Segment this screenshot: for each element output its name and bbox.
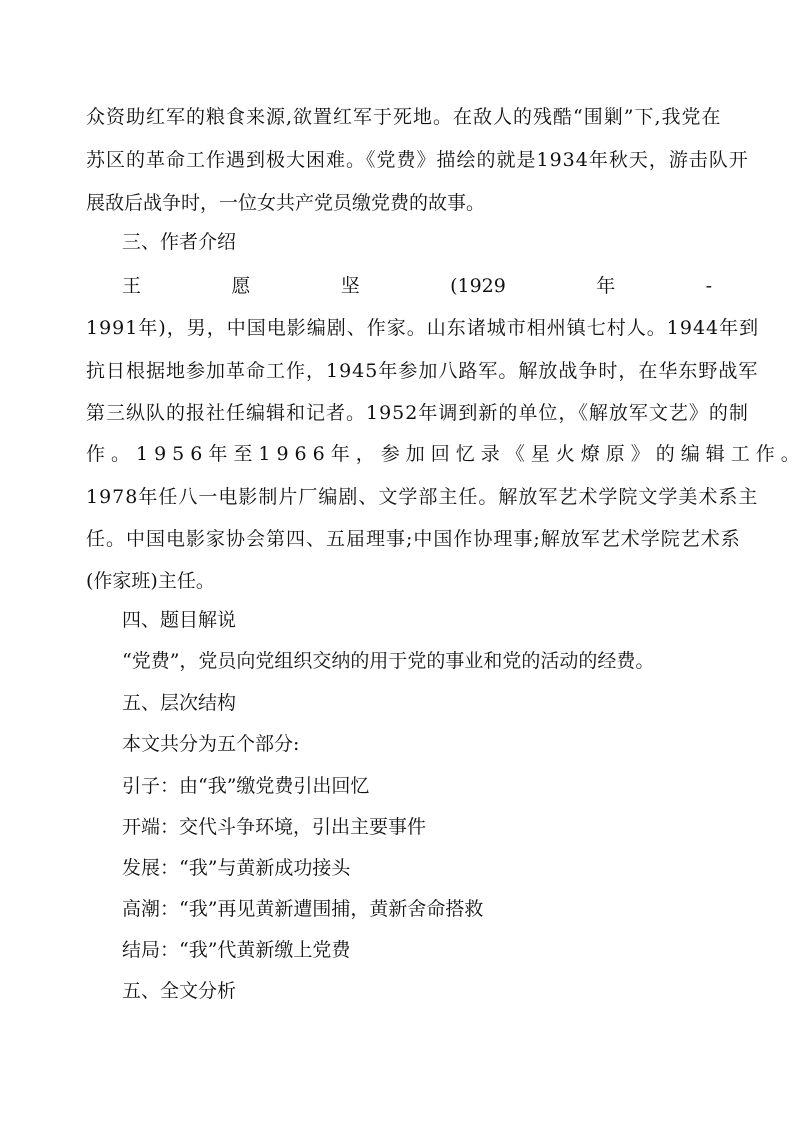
section-heading-title: 四、题目解说 <box>122 609 237 631</box>
author-paragraph-line: 第三纵队的报社任编辑和记者。1952年调到新的单位，《解放军文艺》的制 <box>86 402 749 424</box>
structure-item: 结局：“我”代黄新缴上党费 <box>122 939 351 961</box>
intro-paragraph-line: 展敌后战争时，一位女共产党员缴党费的故事。 <box>86 192 486 214</box>
section-heading-analysis: 五、全文分析 <box>122 980 237 1002</box>
structure-item: 高潮：“我”再见黄新遭围捕，黄新舍命搭救 <box>122 898 484 920</box>
author-first-line <box>86 266 712 306</box>
structure-intro: 本文共分为五个部分: <box>122 733 300 755</box>
author-token: 愿 <box>231 275 251 297</box>
author-token: 王 <box>122 275 142 297</box>
author-paragraph-line: 抗日根据地参加革命工作，1945年参加八路军。解放战争时，在华东野战军 <box>86 360 759 382</box>
title-explanation: “党费”，党员向党组织交纳的用于党的事业和党的活动的经费。 <box>122 650 655 672</box>
intro-paragraph-line: 众资助红军的粮食来源,欲置红军于死地。在敌人的残酷“围剿”下,我党在 <box>86 106 722 128</box>
author-token: 年 <box>596 275 616 297</box>
author-paragraph-line: (作家班)主任。 <box>86 570 215 592</box>
author-token: - <box>705 275 712 297</box>
author-paragraph-line: 1978年任八一电影制片厂编剧、文学部主任。解放军艺术学院文学美术系主 <box>86 486 759 508</box>
author-token: (1929 <box>450 275 506 297</box>
section-heading-structure: 五、层次结构 <box>122 692 237 714</box>
author-paragraph-line: 任。中国电影家协会第四、五届理事;中国作协理事;解放军艺术学院艺术系 <box>86 528 741 550</box>
structure-item: 发展：“我”与黄新成功接头 <box>122 857 351 879</box>
structure-item: 引子：由“我”缴党费引出回忆 <box>122 775 370 797</box>
author-token: 坚 <box>340 275 360 297</box>
structure-item: 开端：交代斗争环境，引出主要事件 <box>122 816 427 838</box>
intro-paragraph-line: 苏区的革命工作遇到极大困难。《党费》描绘的就是1934年秋天，游击队开 <box>86 149 749 171</box>
author-paragraph-line: 1991年)，男，中国电影编剧、作家。山东诸城市相州镇七村人。1944年到 <box>86 317 760 339</box>
author-paragraph-line: 作。1956年至1966年，参加回忆录《星火燎原》的编辑工作。 <box>86 443 806 465</box>
section-heading-author: 三、作者介绍 <box>122 231 237 253</box>
